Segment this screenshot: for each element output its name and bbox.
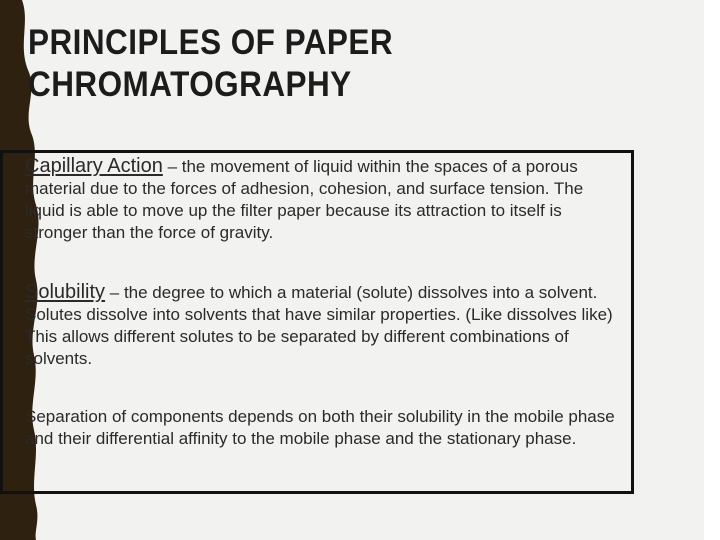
definition-solubility: – the degree to which a material (solute) dissolves into a solvent. Solutes dissolve into solvents that have similar properties. (Like dissolves like) This allows different solutes to be separated by different combinations of solvents. — [25, 283, 613, 368]
paragraph-solubility — [25, 281, 621, 370]
paragraph-capillary-action — [25, 155, 621, 244]
slide-title-line-2: CHROMATOGRAPHY — [28, 65, 352, 104]
right-edge-strip — [704, 0, 720, 540]
term-capillary-action: Capillary Action — [25, 155, 163, 177]
paragraph-separation — [25, 406, 621, 450]
slide-title — [28, 22, 532, 106]
term-solubility: Solubility — [25, 281, 106, 303]
slide-title-line-1: PRINCIPLES OF PAPER — [28, 23, 394, 62]
definition-capillary-action: – the movement of liquid within the spaces of a porous material due to the forces of adhesion, cohesion, and surface tension. The liquid is able to move up the filter paper because its attraction to itself is stronger than the force of gravity. — [25, 157, 584, 242]
separation-text: Separation of components depends on both their solubility in the mobile phase and their differential affinity to the mobile phase and the stationary phase. — [25, 407, 615, 448]
